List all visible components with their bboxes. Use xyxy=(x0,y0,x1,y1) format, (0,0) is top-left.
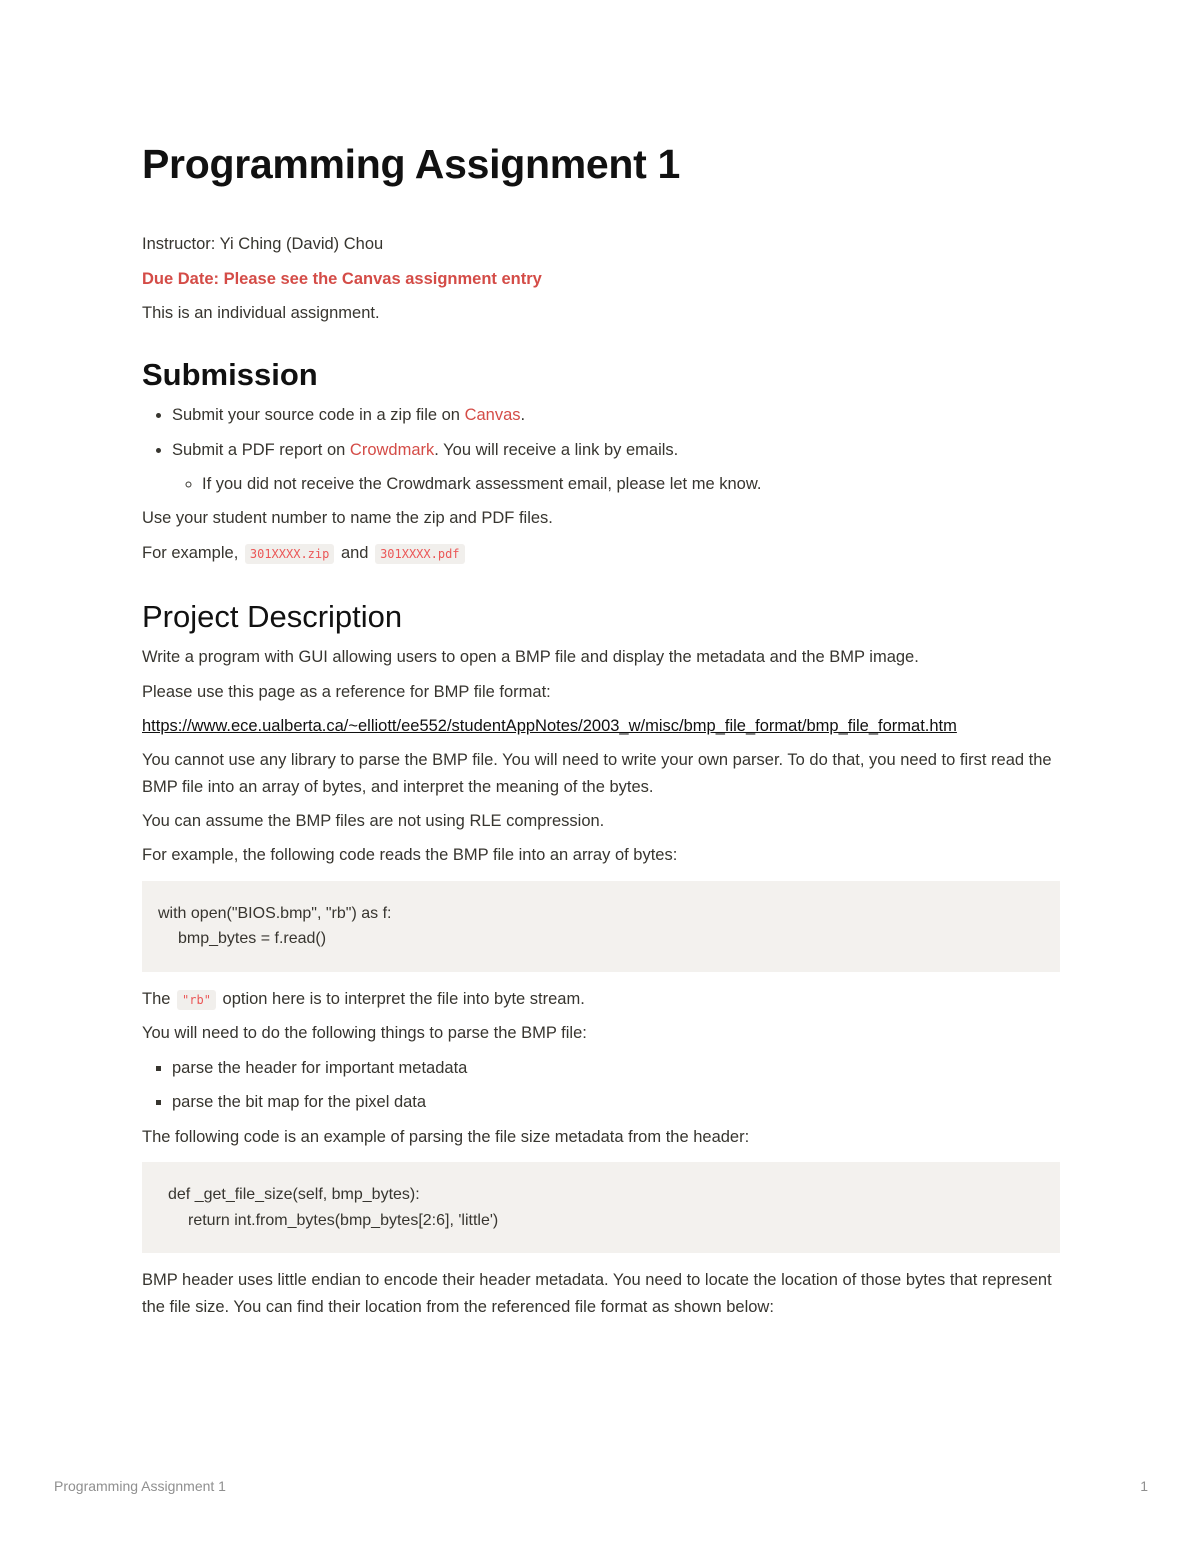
project-paragraph: The following code is an example of parsing the file size metadata from the header: xyxy=(142,1127,750,1146)
list-item: ▪ parse the bit map for the pixel data xyxy=(172,1089,1060,1115)
example-pdf-code: 301XXXX.pdf xyxy=(375,544,464,564)
code-line: bmp_bytes = f.read() xyxy=(178,930,327,948)
list-item: ▪ parse the header for important metadata xyxy=(172,1055,1060,1081)
submission-item-text: . xyxy=(520,406,526,425)
submission-item-crowdmark xyxy=(172,437,1060,498)
code-block-read-bytes xyxy=(142,881,1060,972)
instructor-line: Instructor: Yi Ching (David) Chou xyxy=(142,235,384,254)
page-title: Programming Assignment 1 xyxy=(142,141,681,187)
footer-title: Programming Assignment 1 xyxy=(54,1478,226,1494)
project-paragraph: Please use this page as a reference for BMP file format: xyxy=(142,682,551,701)
project-description-heading: Project Description xyxy=(142,599,403,635)
rb-inline-code: "rb" xyxy=(177,990,216,1010)
code-line: def _get_file_size(self, bmp_bytes): xyxy=(168,1185,420,1203)
submission-heading: Submission xyxy=(142,357,318,393)
canvas-link[interactable]: Canvas xyxy=(464,406,521,425)
project-paragraph xyxy=(142,986,1060,1012)
submission-list xyxy=(142,402,1060,497)
paragraph-text: option here is to interpret the file into byte stream. xyxy=(217,990,585,1009)
submission-item-canvas xyxy=(172,402,1060,428)
naming-instruction: Use your student number to name the zip and PDF files. xyxy=(142,509,553,528)
example-zip-code: 301XXXX.zip xyxy=(245,544,334,564)
page-number: 1 xyxy=(1140,1478,1148,1494)
due-date: Due Date: Please see the Canvas assignment entry xyxy=(142,269,542,288)
example-text: For example, xyxy=(142,543,243,562)
paragraph-text: The xyxy=(142,990,176,1009)
project-paragraph: Write a program with GUI allowing users to open a BMP file and display the metadata and the BMP image. xyxy=(142,648,919,667)
parse-steps-list xyxy=(142,1055,1060,1116)
code-block-file-size xyxy=(142,1162,1060,1253)
submission-item-text: . You will receive a link by emails. xyxy=(434,440,679,459)
project-paragraph: You will need to do the following things to parse the BMP file: xyxy=(142,1024,587,1043)
code-line: return int.from_bytes(bmp_bytes[2:6], 'little') xyxy=(188,1211,499,1229)
submission-sublist xyxy=(172,471,1060,497)
bmp-format-link[interactable]: https://www.ece.ualberta.ca/~elliott/ee552/studentAppNotes/2003_w/misc/bmp_file_format/bmp_file_format.htm xyxy=(142,716,957,735)
example-text: and xyxy=(336,543,374,562)
project-paragraph xyxy=(142,713,1060,739)
project-paragraph: You can assume the BMP files are not using RLE compression. xyxy=(142,812,605,831)
submission-item-text: Submit your source code in a zip file on xyxy=(172,406,465,425)
crowdmark-link[interactable]: Crowdmark xyxy=(349,440,435,459)
submission-subitem: ◦ If you did not receive the Crowdmark assessment email, please let me know. xyxy=(202,471,1060,497)
code-line: with open("BIOS.bmp", "rb") as f: xyxy=(158,904,392,922)
project-paragraph: BMP header uses little endian to encode their header metadata. You need to locate the location of those bytes that represent the file size. You can find their location from the referenced file format as shown below: xyxy=(142,1271,1052,1316)
document-body xyxy=(142,138,1060,1328)
project-paragraph: For example, the following code reads the BMP file into an array of bytes: xyxy=(142,846,678,865)
submission-item-text: Submit a PDF report on xyxy=(172,440,350,459)
naming-example xyxy=(142,540,1060,566)
project-paragraph: You cannot use any library to parse the BMP file. You will need to write your own parser. To do that, you need to first read the BMP file into an array of bytes, and interpret the meaning of the bytes. xyxy=(142,751,1052,796)
individual-note: This is an individual assignment. xyxy=(142,304,380,323)
